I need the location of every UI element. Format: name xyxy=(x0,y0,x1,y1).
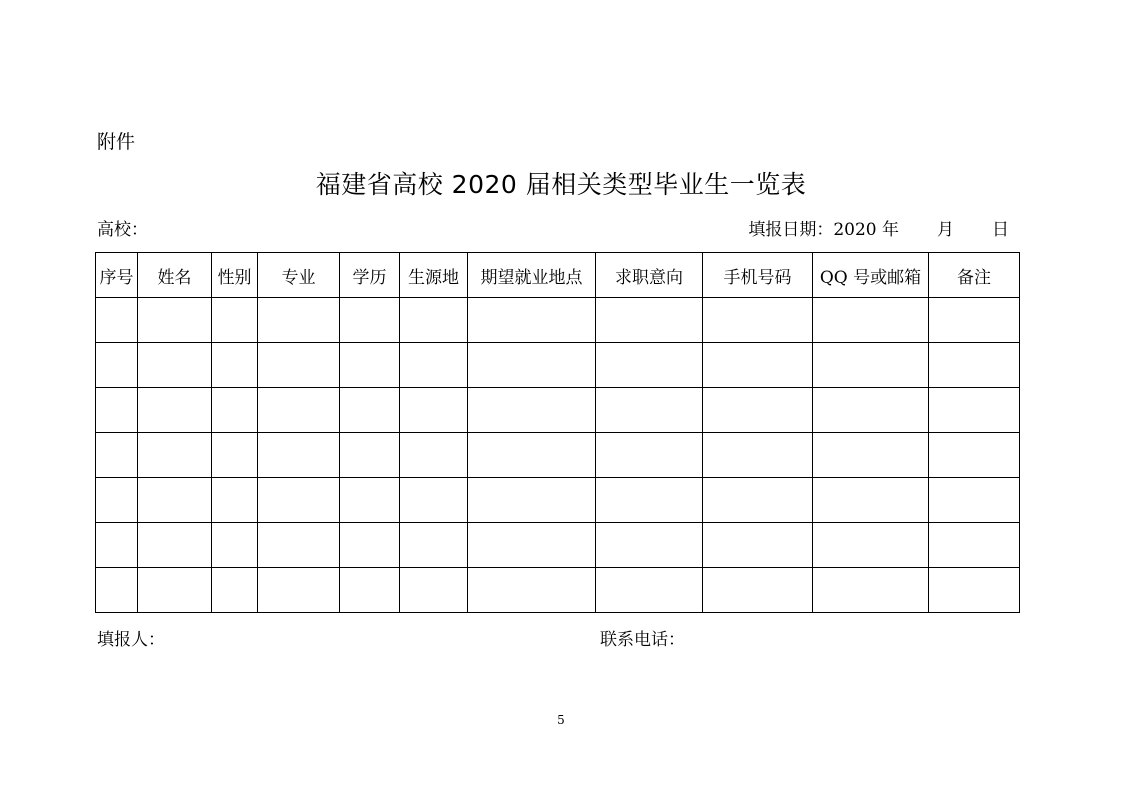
table-cell[interactable] xyxy=(96,433,138,478)
table-cell[interactable] xyxy=(340,478,400,523)
table-cell[interactable] xyxy=(96,298,138,343)
table-cell[interactable] xyxy=(929,433,1020,478)
table-body xyxy=(96,298,1020,613)
table-cell[interactable] xyxy=(596,478,703,523)
table-cell[interactable] xyxy=(813,478,929,523)
meta-row xyxy=(97,218,1009,242)
table-cell[interactable] xyxy=(340,298,400,343)
table-row xyxy=(96,388,1020,433)
table-cell[interactable] xyxy=(468,568,596,613)
table-cell[interactable] xyxy=(340,433,400,478)
table-cell[interactable] xyxy=(929,298,1020,343)
table-cell[interactable] xyxy=(468,388,596,433)
school-label: 高校： xyxy=(97,220,148,240)
table-cell[interactable] xyxy=(596,388,703,433)
table-cell[interactable] xyxy=(212,388,258,433)
table-cell[interactable] xyxy=(813,388,929,433)
month-label: 月 xyxy=(937,220,954,240)
table-cell[interactable] xyxy=(703,433,813,478)
graduate-table xyxy=(95,252,1020,613)
table-cell[interactable] xyxy=(258,388,340,433)
table-cell[interactable] xyxy=(212,433,258,478)
footer-row xyxy=(97,628,997,652)
table-cell[interactable] xyxy=(400,433,468,478)
header-cell: QQ 号或邮箱 xyxy=(813,253,929,298)
table-cell[interactable] xyxy=(468,433,596,478)
table-cell[interactable] xyxy=(400,523,468,568)
table-cell[interactable] xyxy=(138,433,212,478)
header-cell: 手机号码 xyxy=(703,253,813,298)
fill-date-label: 填报日期：2020 年 xyxy=(748,220,899,240)
header-cell: 备注 xyxy=(929,253,1020,298)
table-cell[interactable] xyxy=(400,343,468,388)
table-cell[interactable] xyxy=(138,388,212,433)
filler-label: 填报人： xyxy=(97,630,165,650)
table-cell[interactable] xyxy=(813,433,929,478)
table-cell[interactable] xyxy=(258,523,340,568)
header-cell: 求职意向 xyxy=(596,253,703,298)
table-cell[interactable] xyxy=(596,343,703,388)
table-cell[interactable] xyxy=(929,388,1020,433)
table-row xyxy=(96,298,1020,343)
table-cell[interactable] xyxy=(96,523,138,568)
table-row xyxy=(96,568,1020,613)
table-cell[interactable] xyxy=(212,568,258,613)
table-cell[interactable] xyxy=(258,433,340,478)
table-cell[interactable] xyxy=(96,478,138,523)
table-cell[interactable] xyxy=(703,568,813,613)
table-cell[interactable] xyxy=(929,343,1020,388)
table-cell[interactable] xyxy=(703,388,813,433)
table-row xyxy=(96,433,1020,478)
header-cell: 性别 xyxy=(212,253,258,298)
table-cell[interactable] xyxy=(400,388,468,433)
table-cell[interactable] xyxy=(138,298,212,343)
table-cell[interactable] xyxy=(813,298,929,343)
day-label: 日 xyxy=(992,220,1009,240)
table-cell[interactable] xyxy=(138,343,212,388)
table-cell[interactable] xyxy=(212,343,258,388)
table-cell[interactable] xyxy=(138,568,212,613)
table-header-row xyxy=(96,253,1020,298)
table-cell[interactable] xyxy=(703,298,813,343)
table-cell[interactable] xyxy=(813,343,929,388)
table-cell[interactable] xyxy=(258,298,340,343)
table-cell[interactable] xyxy=(468,523,596,568)
table-cell[interactable] xyxy=(929,478,1020,523)
table-cell[interactable] xyxy=(96,568,138,613)
table-cell[interactable] xyxy=(813,568,929,613)
header-cell: 专业 xyxy=(258,253,340,298)
table-cell[interactable] xyxy=(258,343,340,388)
table-cell[interactable] xyxy=(703,343,813,388)
table-cell[interactable] xyxy=(138,478,212,523)
fill-date xyxy=(748,218,1009,242)
attachment-label: 附件 xyxy=(97,131,136,153)
table-cell[interactable] xyxy=(813,523,929,568)
table-cell[interactable] xyxy=(138,523,212,568)
table-cell[interactable] xyxy=(258,478,340,523)
table-cell[interactable] xyxy=(929,523,1020,568)
header-cell: 姓名 xyxy=(138,253,212,298)
table-cell[interactable] xyxy=(400,298,468,343)
table-cell[interactable] xyxy=(212,478,258,523)
table-cell[interactable] xyxy=(400,568,468,613)
header-cell: 期望就业地点 xyxy=(468,253,596,298)
table-cell[interactable] xyxy=(468,298,596,343)
header-cell: 序号 xyxy=(96,253,138,298)
table-cell[interactable] xyxy=(400,478,468,523)
header-cell: 生源地 xyxy=(400,253,468,298)
table-row xyxy=(96,523,1020,568)
contact-phone-label: 联系电话： xyxy=(600,630,685,650)
header-cell: 学历 xyxy=(340,253,400,298)
table-cell[interactable] xyxy=(96,388,138,433)
table-row xyxy=(96,343,1020,388)
table-cell[interactable] xyxy=(703,478,813,523)
table-cell[interactable] xyxy=(258,568,340,613)
table-cell[interactable] xyxy=(212,298,258,343)
table-cell[interactable] xyxy=(596,298,703,343)
table-cell[interactable] xyxy=(468,343,596,388)
page-number: 5 xyxy=(557,713,565,727)
table-row xyxy=(96,478,1020,523)
table-cell[interactable] xyxy=(468,478,596,523)
table-cell[interactable] xyxy=(340,388,400,433)
table-cell[interactable] xyxy=(340,523,400,568)
table-cell[interactable] xyxy=(703,523,813,568)
table-cell[interactable] xyxy=(596,433,703,478)
table-cell[interactable] xyxy=(340,568,400,613)
page-title: 福建省高校 2020 届相关类型毕业生一览表 xyxy=(315,170,807,199)
table-cell[interactable] xyxy=(340,343,400,388)
table-cell[interactable] xyxy=(212,523,258,568)
table-cell[interactable] xyxy=(96,343,138,388)
table-cell[interactable] xyxy=(929,568,1020,613)
table-cell[interactable] xyxy=(596,523,703,568)
table-cell[interactable] xyxy=(596,568,703,613)
